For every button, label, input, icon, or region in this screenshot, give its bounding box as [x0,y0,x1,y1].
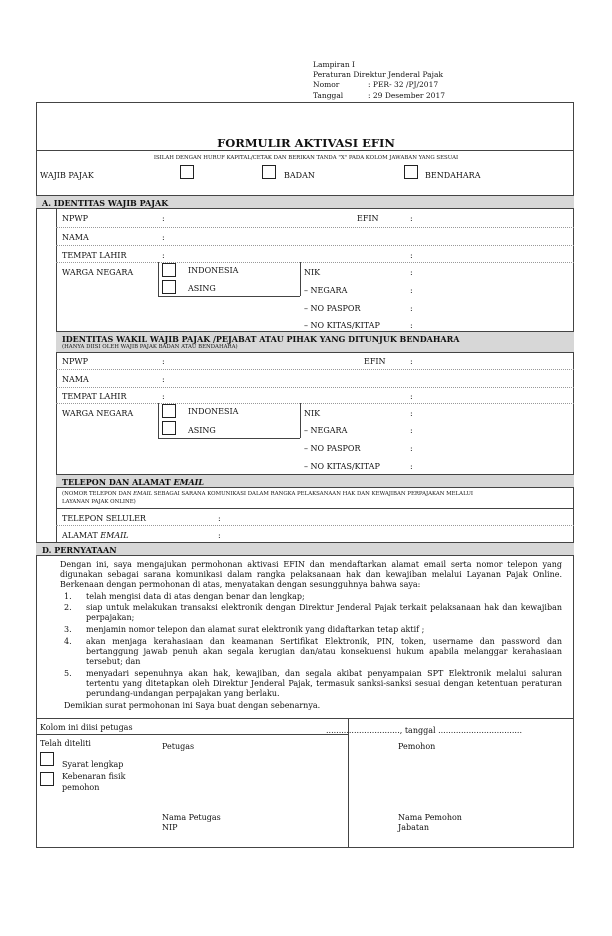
tanggal-value: : 29 Desember 2017 [368,91,445,100]
section-c-title: TELEPON DAN ALAMAT EMAIL [62,477,205,487]
b-efin-label: EFIN [364,357,386,366]
a-paspor-colon: : [410,304,413,313]
a-asing-label: ASING [188,284,216,293]
tanggal-label: Tanggal [313,91,344,100]
a-indonesia-label: INDONESIA [188,266,239,275]
wp-option-badan-checkbox[interactable] [262,165,276,179]
b-npwp-colon: : [162,357,165,366]
d-intro-paragraph: Dengan ini, saya mengajukan permohonan aktivasi EFIN dan mendaftarkan alamat email serta nomor telepon yang digunakan sebagai sarana komunikasi dalam rangka pelaksanaan hak dan kewajiban melalui Layanan Pajak Online. Berkenaan dengan permohonan di atas, menyatakan dengan sesungguhnya bahwa saya: [60,560,562,589]
b-kitas-label: – NO KITAS/KITAP [304,462,380,471]
c-telepon-label: TELEPON SELULER [62,514,146,523]
kebenaran-pemohon-label: pemohon [62,783,100,792]
a-tempat-lahir-label: TEMPAT LAHIR [62,251,127,260]
d-item-4-number: 4. [64,637,72,646]
footer-pemohon-label: Pemohon [398,742,436,751]
a-nik-label: NIK [304,268,321,277]
d-item-5-number: 5. [64,669,72,678]
a-npwp-colon: : [162,214,165,223]
b-tempat-lahir-colon: : [162,392,165,401]
b-efin-colon: : [410,357,413,366]
section-b-title: IDENTITAS WAKIL WAJIB PAJAK /PEJABAT ATAU PIHAK YANG DITUNJUK BENDAHARA [62,334,460,344]
b-paspor-label: – NO PASPOR [304,444,361,453]
a-nama-colon: : [162,233,165,242]
kebenaran-fisik-label: Kebenaran fisik [62,772,126,781]
b-asing-label: ASING [188,426,216,435]
a-tanggal-lahir-colon: : [410,251,413,260]
c-alamat-label: ALAMAT EMAIL [62,531,129,540]
kebenaran-fisik-checkbox[interactable] [40,772,54,786]
lampiran-label: Lampiran I [313,60,355,69]
d-closing: Demikian surat permohonan ini Saya buat dengan sebenarnya. [64,701,321,710]
b-negara-label: – NEGARA [304,426,348,435]
section-c-note-line1: (NOMOR TELEPON DAN EMAIL SEBAGAI SARANA KOMUNIKASI DALAM RANGKA PELAKSANAAN HAK DAN KEWAJIBAN PERPAJAKAN MELALUI [62,491,474,497]
a-efin-label: EFIN [357,214,379,223]
footer-nip: NIP [162,823,178,832]
b-paspor-colon: : [410,444,413,453]
a-npwp-label: NPWP [62,214,88,223]
footer-tanggal-line: ............................., tanggal ................................. [326,726,522,735]
wp-option-bendahara-checkbox[interactable] [404,165,418,179]
footer-kolom-label: Kolom ini diisi petugas [40,723,133,732]
b-indonesia-label: INDONESIA [188,407,239,416]
a-paspor-label: – NO PASPOR [304,304,361,313]
footer-nama-petugas: Nama Petugas [162,813,221,822]
wp-option-wajib-pajak-checkbox[interactable] [180,165,194,179]
wp-option-badan-label: BADAN [284,171,315,180]
b-nama-label: NAMA [62,375,89,384]
d-item-1-number: 1. [64,592,72,601]
b-negara-colon: : [410,426,413,435]
a-warga-negara-label: WARGA NEGARA [62,268,134,277]
a-negara-colon: : [410,286,413,295]
a-asing-checkbox[interactable] [162,280,176,294]
footer-petugas-label: Petugas [162,742,195,751]
b-indonesia-checkbox[interactable] [162,404,176,418]
c-alamat-colon: : [218,531,221,540]
d-item-1-text: telah mengisi data di atas dengan benar dan lengkap; [86,592,305,601]
footer-jabatan: Jabatan [398,823,430,832]
b-tanggal-lahir-colon: : [410,392,413,401]
b-nik-colon: : [410,409,413,418]
peraturan-label: Peraturan Direktur Jenderal Pajak [313,70,443,79]
a-tempat-lahir-colon: : [162,251,165,260]
d-item-3-number: 3. [64,625,72,634]
section-d-band [36,542,574,556]
a-nik-colon: : [410,268,413,277]
b-tempat-lahir-label: TEMPAT LAHIR [62,392,127,401]
footer-nama-pemohon: Nama Pemohon [398,813,462,822]
wp-option-bendahara-label: BENDAHARA [425,171,481,180]
d-item-2-number: 2. [64,603,72,612]
section-c-note-line2: LAYANAN PAJAK ONLINE) [62,499,136,505]
d-item-4-text: akan menjaga kerahasiaan dan keamanan Sertifikat Elektronik, PIN, token, username dan password dan bertanggung jawab penuh akan segala kerugian dan/atau konsekuensi hukum apabila melanggar kerahasiaan tersebut; dan [86,637,562,666]
a-kitas-label: – NO KITAS/KITAP [304,321,380,330]
form-title: FORMULIR AKTIVASI EFIN [217,136,395,150]
b-asing-checkbox[interactable] [162,421,176,435]
b-npwp-label: NPWP [62,357,88,366]
section-d-title: D. PERNYATAAN [42,545,117,555]
section-b-subtitle: (HANYA DIISI OLEH WAJIB PAJAK BADAN ATAU BENDAHARA) [62,344,238,350]
a-indonesia-checkbox[interactable] [162,263,176,277]
footer-telah-diteliti: Telah diteliti [40,739,91,748]
section-a-title: A. IDENTITAS WAJIB PAJAK [42,198,169,208]
d-item-2-text: siap untuk melakukan transaksi elektronik dengan Direktur Jenderal Pajak terkait pelaksanaan hak dan kewajiban perpajakan; [86,603,562,622]
form-instruction: ISILAH DENGAN HURUF KAPITAL/CETAK DAN BERIKAN TANDA "X" PADA KOLOM JAWABAN YANG SESUAI [153,155,459,161]
nomor-value: : PER- 32 /PJ/2017 [368,80,439,89]
b-kitas-colon: : [410,462,413,471]
a-efin-colon: : [410,214,413,223]
nomor-label: Nomor [313,80,340,89]
syarat-lengkap-label: Syarat lengkap [62,760,124,769]
a-nama-label: NAMA [62,233,89,242]
b-nama-colon: : [162,375,165,384]
b-warga-negara-label: WARGA NEGARA [62,409,134,418]
c-telepon-colon: : [218,514,221,523]
a-negara-label: – NEGARA [304,286,348,295]
wp-option-wajib-pajak-label: WAJIB PAJAK [40,171,94,180]
d-item-5-text: menyadari sepenuhnya akan hak, kewajiban, dan segala akibat penyampaian SPT Elektronik melalui saluran tertentu yang ditetapkan oleh Direktur Jenderal Pajak, termasuk sanksi-sanksi sesuai dengan ketentuan peraturan perundang-undangan perpajakan yang berlaku. [86,669,562,698]
b-nik-label: NIK [304,409,321,418]
syarat-lengkap-checkbox[interactable] [40,752,54,766]
d-item-3-text: menjamin nomor telepon dan alamat surat elektronik yang didaftarkan tetap aktif ; [86,625,425,634]
a-kitas-colon: : [410,321,413,330]
